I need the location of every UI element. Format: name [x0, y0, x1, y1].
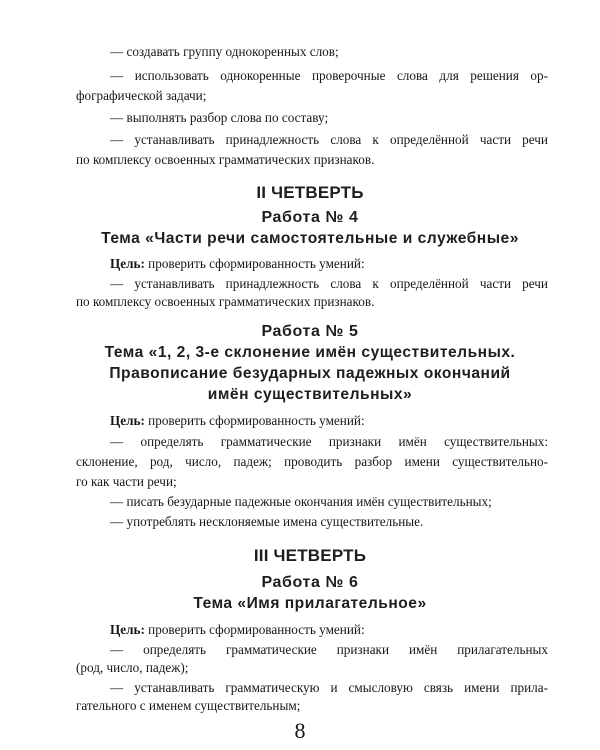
list-item-continuation: (род, число, падеж); [76, 660, 189, 675]
goal-text: проверить сформированность умений: [144, 256, 365, 271]
list-item: — определять грамматические признаки имён существительных: [110, 434, 548, 449]
list-item: — выполнять разбор слова по составу; [110, 110, 329, 125]
quarter-heading: III ЧЕТВЕРТЬ [253, 546, 367, 565]
list-item: — создавать группу однокоренных слов; [110, 44, 339, 59]
quarter-heading: II ЧЕТВЕРТЬ [256, 183, 364, 202]
goal-label: Цель: [110, 413, 145, 428]
list-item: — употреблять несклоняемые имена существительные. [110, 514, 424, 529]
list-item: — устанавливать принадлежность слова к определённой части речи [110, 276, 548, 291]
goal-line [110, 256, 548, 272]
list-item-continuation: по комплексу освоенных грамматических признаков. [76, 152, 375, 167]
list-item-continuation: го как части речи; [76, 474, 177, 489]
goal-line [110, 622, 548, 638]
list-item-continuation: гательного с именем существительным; [76, 698, 301, 713]
list-item-continuation: по комплексу освоенных грамматических признаков. [76, 294, 375, 309]
list-item: — писать безударные падежные окончания имён существительных; [110, 494, 492, 509]
list-item-continuation: фографической задачи; [76, 88, 207, 103]
goal-label: Цель: [110, 622, 145, 637]
goal-label: Цель: [110, 256, 145, 271]
work-topic-line: Правописание безударных падежных окончаний [109, 365, 511, 382]
work-topic: Тема «Части речи самостоятельные и служебные» [101, 230, 519, 247]
goal-line [110, 413, 548, 429]
work-heading: Работа № 6 [261, 574, 359, 591]
list-item: — устанавливать грамматическую и смысловую связь имени прила- [110, 680, 548, 695]
work-topic-line: Тема «1, 2, 3-е склонение имён существительных. [104, 344, 516, 361]
work-topic-line: имён существительных» [207, 386, 413, 403]
goal-text: проверить сформированность умений: [144, 413, 365, 428]
work-heading: Работа № 5 [261, 323, 359, 340]
list-item: — использовать однокоренные проверочные слова для решения ор- [110, 68, 548, 83]
list-item: — устанавливать принадлежность слова к определённой части речи [110, 132, 548, 147]
work-heading: Работа № 4 [261, 209, 359, 226]
list-item-continuation: склонение, род, число, падеж; проводить разбор имени существительно- [76, 454, 548, 469]
goal-text: проверить сформированность умений: [144, 622, 365, 637]
work-topic: Тема «Имя прилагательное» [193, 595, 427, 612]
list-item: — определять грамматические признаки имён прилагательных [110, 642, 548, 657]
page-number: 8 [294, 718, 306, 743]
